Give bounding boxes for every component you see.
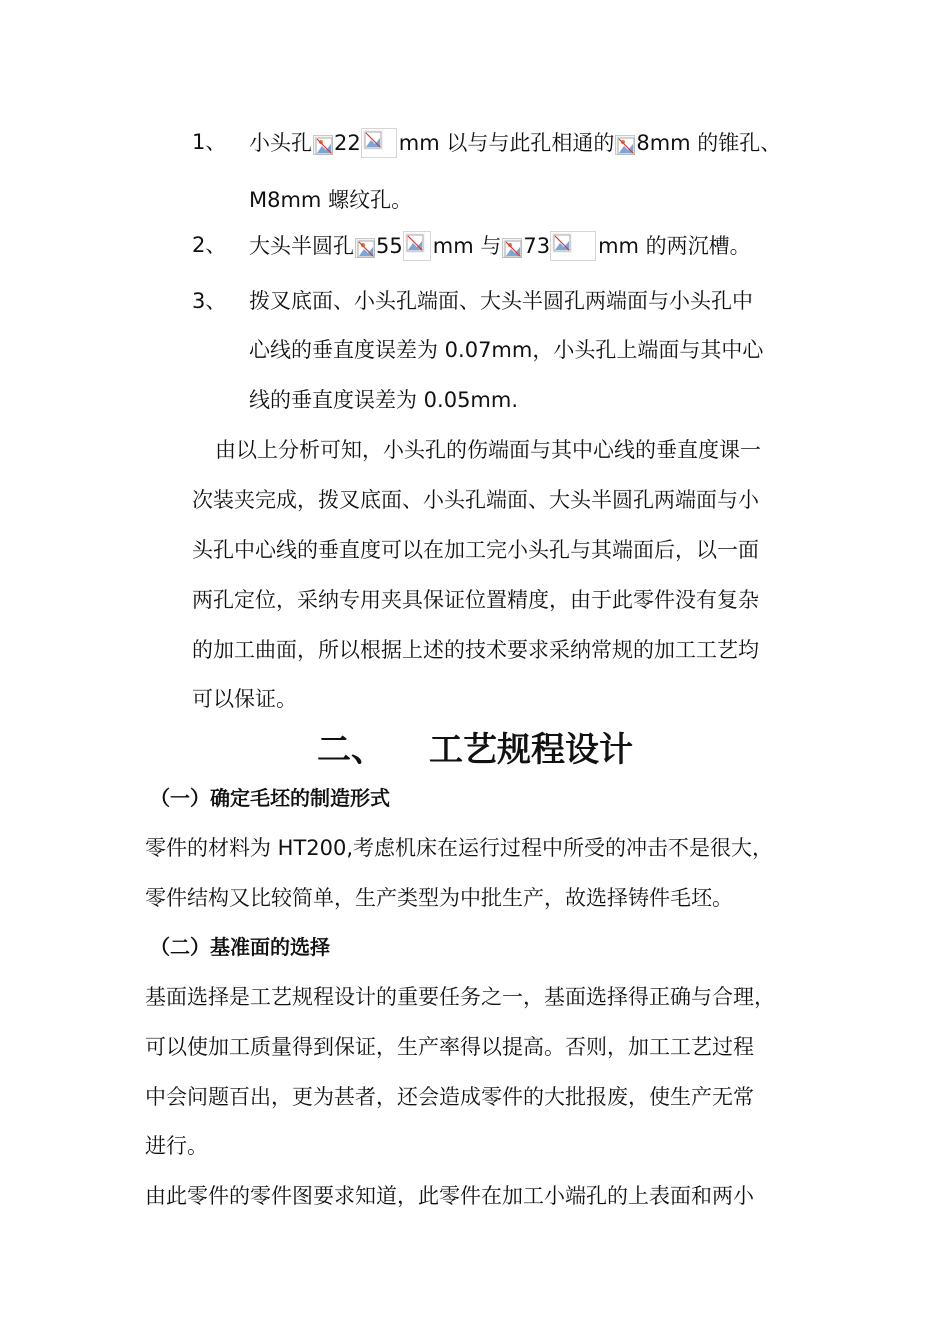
- paragraph-line: 基面选择是工艺规程设计的重要任务之一，基面选择得正确与合理，: [145, 985, 775, 1009]
- subsection-title-1: （一）确定毛坯的制造形式: [150, 786, 390, 810]
- list-item-3-line-2: 心线的垂直度误差为 0.07mm，小头孔上端面与其中心: [249, 338, 764, 362]
- paragraph-line: 可以保证。: [192, 687, 297, 711]
- list-number-2: 2、: [192, 233, 227, 257]
- image-placeholder: [361, 128, 397, 158]
- image-placeholder: [403, 231, 431, 261]
- list-item-1-text-a: 小头孔: [249, 131, 312, 155]
- broken-image-icon: [552, 233, 572, 253]
- paragraph-line: 中会问题百出，更为甚者，还会造成零件的大批报废，使生产无常: [145, 1085, 754, 1109]
- broken-image-icon: [502, 238, 522, 258]
- list-item-2-text-c: mm 与: [432, 234, 502, 258]
- section-heading: [0, 728, 950, 772]
- broken-image-icon: [313, 135, 333, 155]
- list-number-3: 3、: [192, 289, 227, 313]
- section-heading-title: 工艺规程设计: [429, 730, 633, 770]
- list-item-1-text-c: mm 以与与此孔相通的: [398, 131, 615, 155]
- paragraph-line: 零件结构又比较简单，生产类型为中批生产，故选择铸件毛坯。: [145, 886, 733, 910]
- paragraph-line: 两孔定位，采纳专用夹具保证位置精度，由于此零件没有复杂: [192, 588, 759, 612]
- list-item-2-text-e: mm 的两沉槽。: [598, 234, 751, 258]
- subsection-title-2: （二）基准面的选择: [150, 935, 330, 959]
- image-placeholder: [550, 231, 596, 261]
- paragraph-line: 零件的材料为 HT200,考虑机床在运行过程中所受的冲击不是很大，: [145, 836, 774, 860]
- list-number-1: 1、: [192, 130, 227, 154]
- section-heading-number: 二、: [317, 730, 385, 770]
- broken-image-icon: [363, 130, 383, 150]
- broken-image-icon: [405, 233, 425, 253]
- list-item-1-continued: M8mm 螺纹孔。: [249, 188, 413, 212]
- list-item-2-text-d: 73: [523, 234, 551, 258]
- paragraph-line: 头孔中心线的垂直度可以在加工完小头孔与其端面后，以一面: [192, 538, 759, 562]
- paragraph-line: 由以上分析可知，小头孔的伤端面与其中心线的垂直度课一: [215, 438, 761, 462]
- list-item-2: [249, 231, 751, 261]
- list-item-1-text-b: 22: [334, 131, 361, 155]
- list-item-3-line-3: 线的垂直度误差为 0.05mm.: [249, 388, 519, 412]
- broken-image-icon: [355, 238, 375, 258]
- paragraph-line: 进行。: [145, 1134, 208, 1158]
- list-item-2-text-b: 55: [376, 234, 403, 258]
- list-item-1: [249, 128, 781, 158]
- list-item-2-text-a: 大头半圆孔: [249, 234, 354, 258]
- paragraph-line: 可以使加工质量得到保证，生产率得以提高。否则，加工工艺过程: [145, 1035, 754, 1059]
- paragraph-line: 的加工曲面，所以根据上述的技术要求采纳常规的加工工艺均: [192, 638, 759, 662]
- paragraph-line: 次装夹完成，拨叉底面、小头孔端面、大头半圆孔两端面与小: [192, 488, 759, 512]
- paragraph-line: 由此零件的零件图要求知道，此零件在加工小端孔的上表面和两小: [145, 1184, 754, 1208]
- list-item-1-text-d: 8mm 的锥孔、: [636, 131, 782, 155]
- list-item-3-line-1: 拨叉底面、小头孔端面、大头半圆孔两端面与小头孔中: [249, 289, 753, 313]
- broken-image-icon: [615, 135, 635, 155]
